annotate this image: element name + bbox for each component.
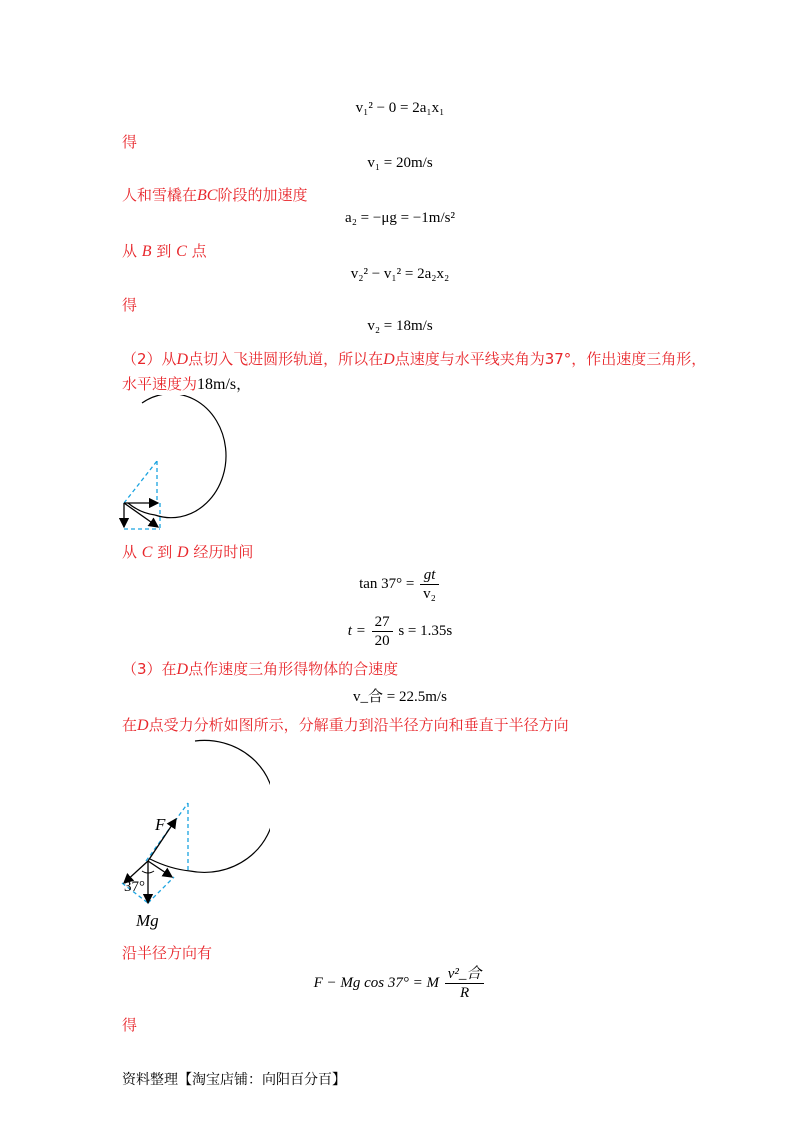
- paragraph-3: [122, 658, 398, 679]
- equation-5: [0, 318, 800, 335]
- paragraph-2-line-2: [122, 373, 251, 394]
- t4e: 点: [191, 242, 207, 260]
- equation-7: [0, 613, 800, 650]
- eq9-den: R: [459, 985, 470, 1001]
- t5e: 经历时间: [193, 543, 254, 561]
- equation-8: [0, 685, 800, 706]
- equation-2: [0, 155, 800, 172]
- text-along-radius: 沿半径方向有: [122, 944, 213, 962]
- equation-5-text: v₂ = 18m/s: [367, 318, 433, 334]
- p2e: 点速度与水平线夹角为37°，作出速度三角形，: [394, 350, 707, 368]
- eq6-den: v₂: [423, 586, 436, 602]
- eq6-fraction: [420, 566, 439, 603]
- p2g: 18m/s: [197, 376, 237, 393]
- fig2-label-angle: 37°: [124, 879, 145, 895]
- fig2-label-F: F: [155, 815, 166, 834]
- figure-1-velocity-triangle: [110, 395, 240, 540]
- t4d: C: [176, 243, 187, 260]
- text-bc-acceleration: [122, 184, 307, 205]
- p2b: D: [176, 351, 189, 368]
- eq7-right: s = 1.35s: [398, 622, 453, 639]
- t3b: BC: [197, 187, 218, 204]
- eq7-fraction: [372, 613, 393, 650]
- t5c: 到: [157, 543, 173, 561]
- eq7-left: t =: [347, 622, 366, 639]
- t5a: 从: [122, 543, 138, 561]
- equation-3: [0, 210, 800, 227]
- footer-source: 资料整理【淘宝店铺：向阳百分百】: [122, 1072, 346, 1088]
- t4a: 从: [122, 242, 138, 260]
- p2d: D: [383, 351, 395, 368]
- t5b: C: [141, 544, 153, 561]
- t5d: D: [177, 544, 189, 561]
- eq7-den: 20: [374, 633, 390, 649]
- p4a: 在: [122, 716, 138, 734]
- equation-6: [0, 566, 800, 603]
- p3c: 点作速度三角形得物体的合速度: [188, 660, 399, 678]
- text-b-to-c: [122, 240, 207, 261]
- t3c: 阶段的加速度: [217, 186, 308, 204]
- eq9-left: F − Mg cos 37° = M: [313, 974, 439, 991]
- p2c: 点切入飞进圆形轨道，所以在: [188, 350, 384, 368]
- eq7-num: 27: [372, 613, 393, 632]
- t3a: 人和雪橇在: [122, 186, 198, 204]
- p2a: （2）从: [122, 350, 177, 368]
- equation-1-text: v₁² − 0 = 2a₁x₁: [355, 100, 445, 116]
- equation-4-text: v₂² − v₁² = 2a₂x₂: [350, 266, 450, 282]
- paragraph-2-line-1: [122, 348, 706, 369]
- t4b: B: [141, 243, 152, 260]
- p3a: （3）在: [122, 660, 177, 678]
- figure-2-force-analysis: [110, 735, 270, 935]
- text-de-2: 得: [122, 296, 138, 314]
- equation-2-text: v₁ = 20m/s: [367, 155, 433, 171]
- equation-3-text: a₂ = −μg = −1m/s²: [345, 210, 455, 226]
- t4c: 到: [156, 242, 172, 260]
- equation-4: [0, 266, 800, 283]
- eq6-num: gt: [420, 566, 439, 585]
- eq9-fraction: [445, 965, 485, 1002]
- equation-1: [0, 100, 800, 117]
- text-de-1: 得: [122, 133, 138, 151]
- paragraph-4: [122, 714, 569, 735]
- eq9-num: v²_合: [445, 965, 485, 984]
- eq6-left: tan 37° =: [359, 575, 415, 592]
- text-c-to-d: [122, 541, 253, 562]
- fig2-label-Mg: Mg: [136, 911, 159, 930]
- p3b: D: [176, 661, 189, 678]
- p4c: 点受力分析如图所示，分解重力到沿半径方向和垂直于半径方向: [148, 716, 569, 734]
- p2f: 水平速度为: [122, 375, 198, 393]
- equation-9: [0, 965, 800, 1002]
- text-de-3: 得: [122, 1016, 138, 1034]
- p4b: D: [137, 717, 149, 734]
- equation-8-text: v_合 = 22.5m/s: [353, 689, 447, 705]
- p2h: ，: [236, 377, 252, 393]
